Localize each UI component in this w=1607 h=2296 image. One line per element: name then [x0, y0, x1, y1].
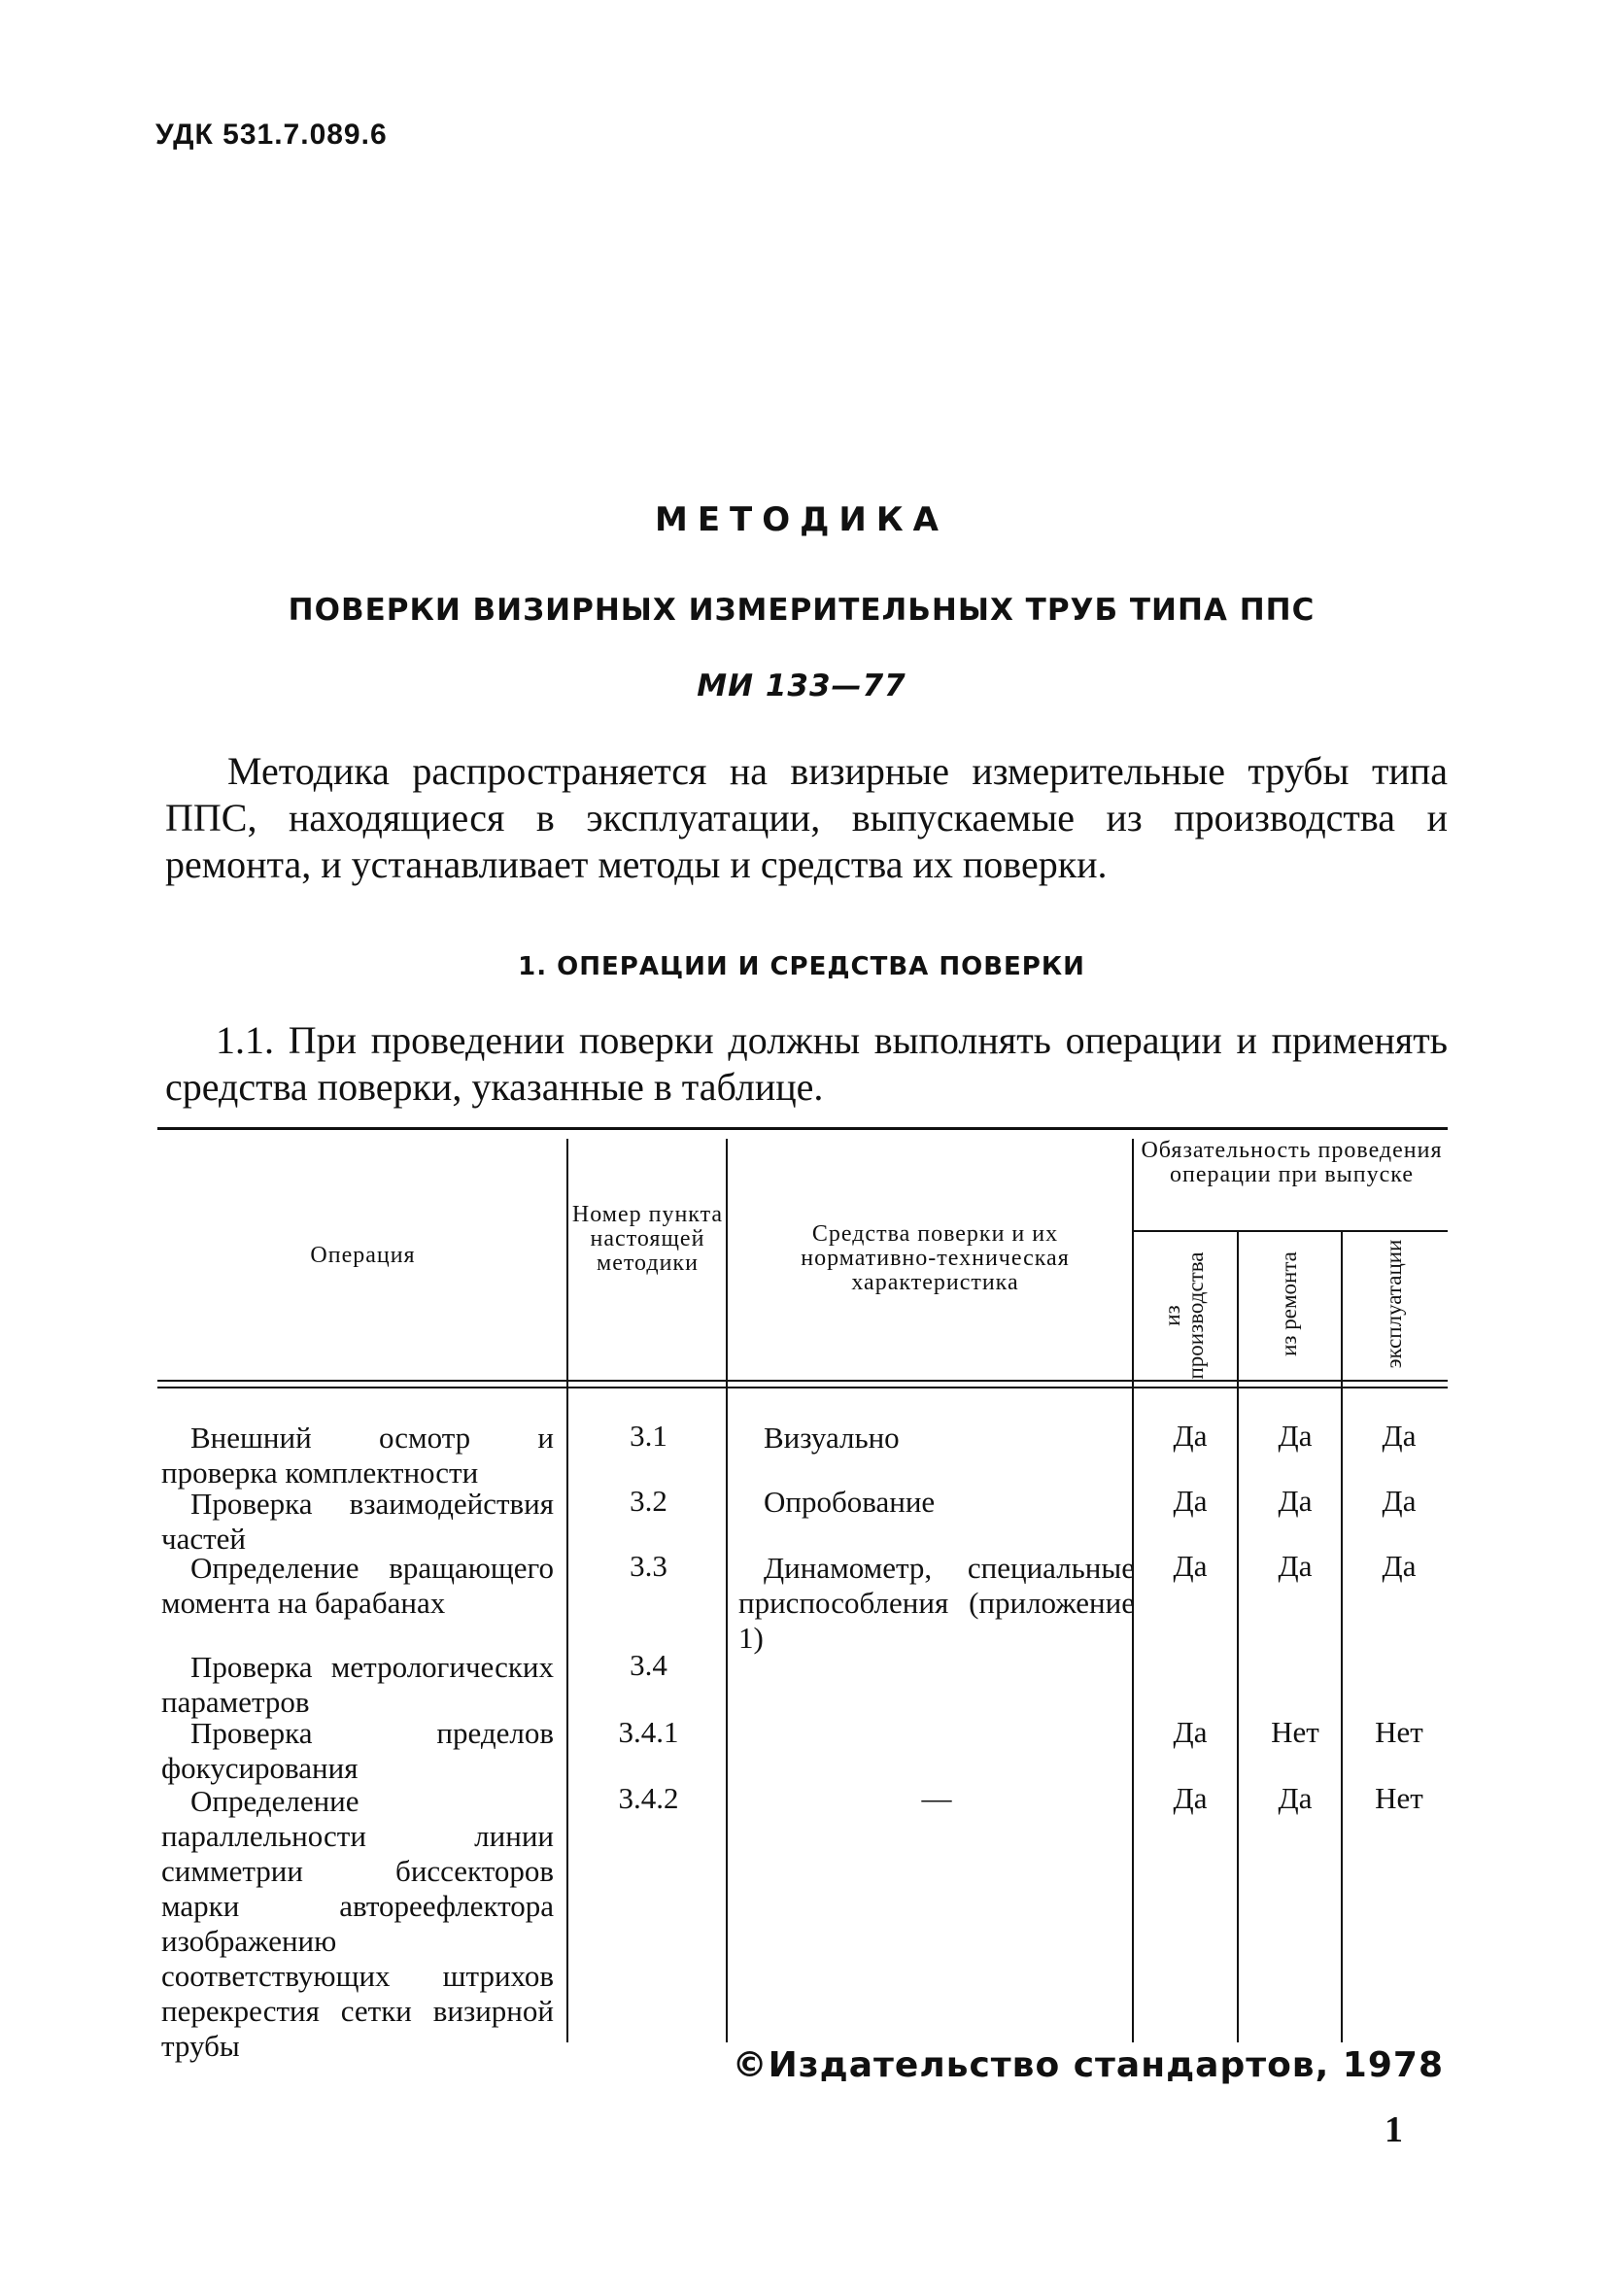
- row2-number: 3.2: [630, 1484, 667, 1518]
- col-divider-1: [566, 1139, 568, 2042]
- col-divider-4: [1237, 1232, 1239, 2042]
- document-title: МЕТОДИКА: [655, 500, 948, 539]
- row1-repair: Да: [1278, 1419, 1313, 1453]
- row6-exploitation: Нет: [1375, 1781, 1423, 1815]
- header-operation: Операция: [310, 1243, 416, 1268]
- row3-number: 3.3: [630, 1549, 667, 1583]
- row6-repair: Да: [1278, 1781, 1313, 1815]
- udk-code: УДК 531.7.089.6: [155, 119, 388, 151]
- row3-means: Динамометр, специальные приспособления (приложение 1): [738, 1551, 1135, 1655]
- row5-number: 3.4.1: [618, 1715, 679, 1749]
- header-means: Средства поверки и их нормативно-техническая характеристика: [801, 1221, 1070, 1295]
- row5-repair: Нет: [1271, 1715, 1319, 1749]
- header-from-repair: из ремонта: [1277, 1251, 1301, 1356]
- col-divider-2: [726, 1139, 728, 2042]
- row5-production: Да: [1173, 1715, 1208, 1749]
- document-subtitle: ПОВЕРКИ ВИЗИРНЫХ ИЗМЕРИТЕЛЬНЫХ ТРУБ ТИПА ППС: [288, 593, 1316, 628]
- copyright: ©Издательство стандартов, 1978: [732, 2045, 1444, 2085]
- row5-exploitation: Нет: [1375, 1715, 1423, 1749]
- header-obligation: Обязательность проведения операции при выпуске: [1141, 1138, 1443, 1187]
- row2-production: Да: [1173, 1484, 1208, 1518]
- row2-operation: Проверка взаимодействия частей: [161, 1487, 554, 1556]
- document-code: МИ 133—77: [697, 668, 906, 703]
- header-exploitation: эксплуатации: [1382, 1239, 1406, 1369]
- table-header-rule-1: [157, 1380, 1448, 1382]
- table-top-rule: [157, 1127, 1448, 1130]
- row2-exploitation: Да: [1382, 1484, 1417, 1518]
- row3-repair: Да: [1278, 1549, 1313, 1583]
- col-divider-5: [1341, 1232, 1343, 2042]
- table-header-rule-2: [157, 1387, 1448, 1388]
- paragraph-1-1: 1.1. При проведении поверки должны выполнять операции и применять средства поверки, указанные в таблице.: [165, 1018, 1448, 1109]
- row2-repair: Да: [1278, 1484, 1313, 1518]
- row1-means: Визуально: [764, 1421, 900, 1455]
- row5-operation: Проверка пределов фокусирования: [161, 1716, 554, 1785]
- row1-production: Да: [1173, 1419, 1208, 1453]
- row2-means: Опробование: [764, 1485, 936, 1519]
- row4-operation: Проверка метрологических параметров: [161, 1650, 554, 1719]
- row6-production: Да: [1173, 1781, 1208, 1815]
- row6-means: —: [921, 1781, 952, 1815]
- row6-number: 3.4.2: [618, 1781, 679, 1815]
- section-title: 1. ОПЕРАЦИИ И СРЕДСТВА ПОВЕРКИ: [518, 952, 1085, 981]
- row3-operation: Определение вращающего момента на барабанах: [161, 1551, 554, 1620]
- page-number: 1: [1385, 2109, 1403, 2150]
- row1-number: 3.1: [630, 1419, 667, 1453]
- row1-exploitation: Да: [1382, 1419, 1417, 1453]
- row3-exploitation: Да: [1382, 1549, 1417, 1583]
- intro-paragraph: Методика распространяется на визирные измерительные трубы типа ППС, находящиеся в эксплуатации, выпускаемые из производства и ремонта, и устанавливает методы и средства их поверки.: [165, 749, 1448, 886]
- header-number: Номер пункта настоящей методики: [571, 1202, 724, 1276]
- row3-production: Да: [1173, 1549, 1208, 1583]
- row1-operation: Внешний осмотр и проверка комплектности: [161, 1421, 554, 1490]
- row4-number: 3.4: [630, 1648, 667, 1682]
- header-from-production: из производства: [1160, 1251, 1208, 1380]
- row6-operation: Определение параллельности линии симметрии биссекторов марки автореефлектора изображению соответствующих штрихов перекрестия сетки визирной трубы: [161, 1784, 554, 2063]
